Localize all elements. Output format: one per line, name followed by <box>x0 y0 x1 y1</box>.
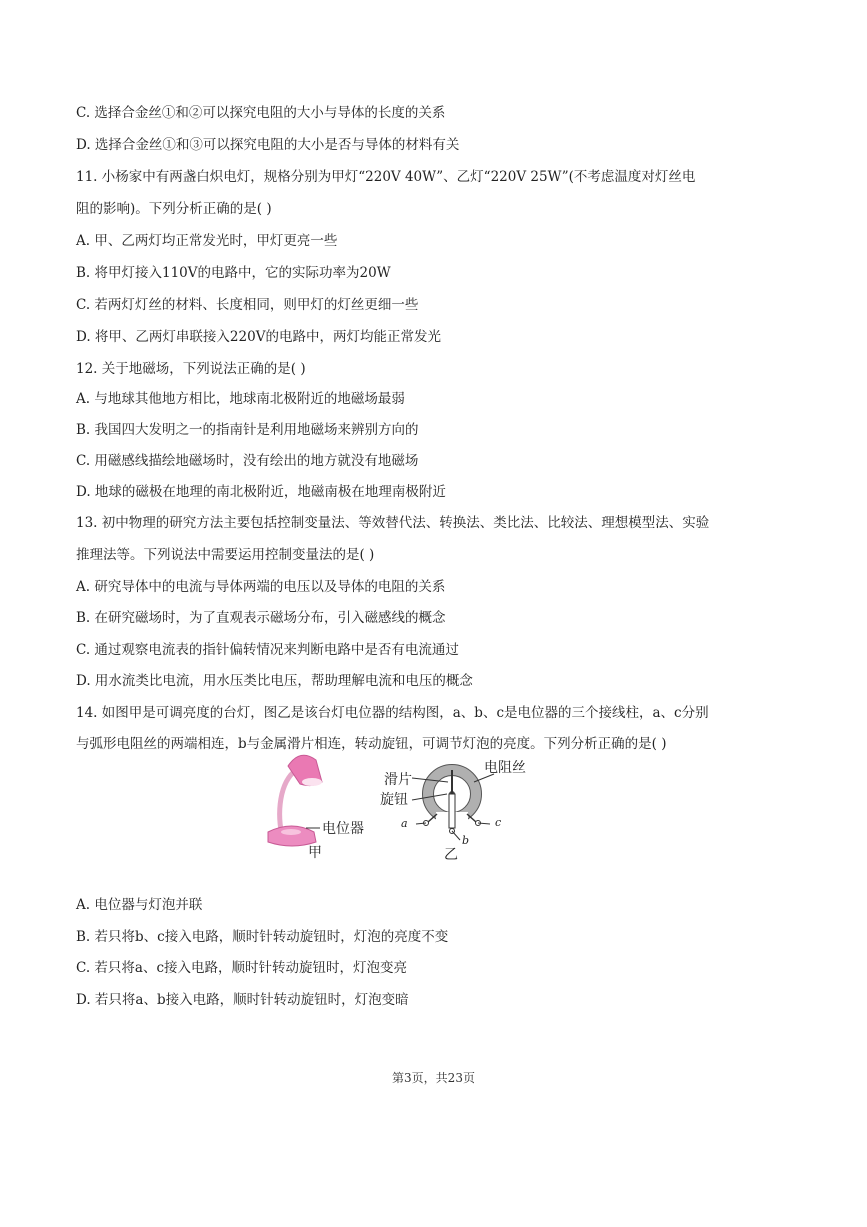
option-10c: C. 选择合金丝①和②可以探究电阻的大小与导体的长度的关系 <box>76 105 446 121</box>
question-14-figure <box>0 752 867 867</box>
option-11a: A. 甲、乙两灯均正常发光时，甲灯更亮一些 <box>76 233 338 249</box>
option-13d: D. 用水流类比电流，用水压类比电压，帮助理解电流和电压的概念 <box>76 673 473 689</box>
option-11b: B. 将甲灯接入110V的电路中，它的实际功率为20W <box>76 265 391 281</box>
potentiometer-caption: 乙 <box>444 847 458 863</box>
option-13b: B. 在研究磁场时，为了直观表示磁场分布，引入磁感线的概念 <box>76 610 446 626</box>
option-12b: B. 我国四大发明之一的指南针是利用地磁场来辨别方向的 <box>76 422 419 438</box>
potentiometer-diagram <box>412 765 494 841</box>
question-13-line1: 13. 初中物理的研究方法主要包括控制变量法、等效替代法、转换法、类比法、比较法、理想模型法、实验 <box>76 515 710 531</box>
option-14c: C. 若只将a、c接入电路，顺时针转动旋钮时，灯泡变亮 <box>76 960 408 976</box>
terminal-a-label: a <box>401 817 408 830</box>
option-12c: C. 用磁感线描绘地磁场时，没有绘出的地方就没有地磁场 <box>76 453 419 469</box>
option-14b: B. 若只将b、c接入电路，顺时针转动旋钮时，灯泡的亮度不变 <box>76 929 449 945</box>
question-11-line2: 阻的影响)。下列分析正确的是( ) <box>76 201 272 217</box>
figure-svg <box>0 752 867 867</box>
slider-label: 滑片 <box>384 772 412 788</box>
option-14d: D. 若只将a、b接入电路，顺时针转动旋钮时，灯泡变暗 <box>76 992 409 1008</box>
option-12a: A. 与地球其他地方相比，地球南北极附近的地磁场最弱 <box>76 391 405 407</box>
terminal-c-label: c <box>495 816 502 829</box>
question-11-line1: 11. 小杨家中有两盏白炽电灯，规格分别为甲灯“220V 40W”、乙灯“220V 25W”(不考虑温度对灯丝电 <box>76 169 696 185</box>
question-13-line2: 推理法等。下列说法中需要运用控制变量法的是( ) <box>76 547 375 563</box>
question-14-line1: 14. 如图甲是可调亮度的台灯，图乙是该台灯电位器的结构图，a、b、c是电位器的三个接线柱，a、c分别 <box>76 705 709 721</box>
terminal-b-label: b <box>462 834 470 847</box>
lamp-caption: 甲 <box>308 845 322 861</box>
question-12: 12. 关于地磁场，下列说法正确的是( ) <box>76 361 306 377</box>
knob-label: 旋钮 <box>380 792 408 808</box>
option-14a: A. 电位器与灯泡并联 <box>76 897 203 913</box>
question-14-line2: 与弧形电阻丝的两端相连，b与金属滑片相连，转动旋钮，可调节灯泡的亮度。下列分析正确的是( ) <box>76 736 667 752</box>
option-11d: D. 将甲、乙两灯串联接入220V的电路中，两灯均能正常发光 <box>76 329 441 345</box>
option-12d: D. 地球的磁极在地理的南北极附近，地磁南极在地理南极附近 <box>76 484 446 500</box>
lamp-label: 电位器 <box>322 821 364 837</box>
option-13a: A. 研究导体中的电流与导体两端的电压以及导体的电阻的关系 <box>76 579 446 595</box>
desk-lamp-illustration <box>268 755 322 846</box>
resistance-wire-label: 电阻丝 <box>484 760 526 776</box>
option-11c: C. 若两灯灯丝的材料、长度相同，则甲灯的灯丝更细一些 <box>76 297 419 313</box>
page-footer: 第3页，共23页 <box>392 1071 475 1085</box>
option-13c: C. 通过观察电流表的指针偏转情况来判断电路中是否有电流通过 <box>76 642 459 658</box>
option-10d: D. 选择合金丝①和③可以探究电阻的大小是否与导体的材料有关 <box>76 137 460 153</box>
